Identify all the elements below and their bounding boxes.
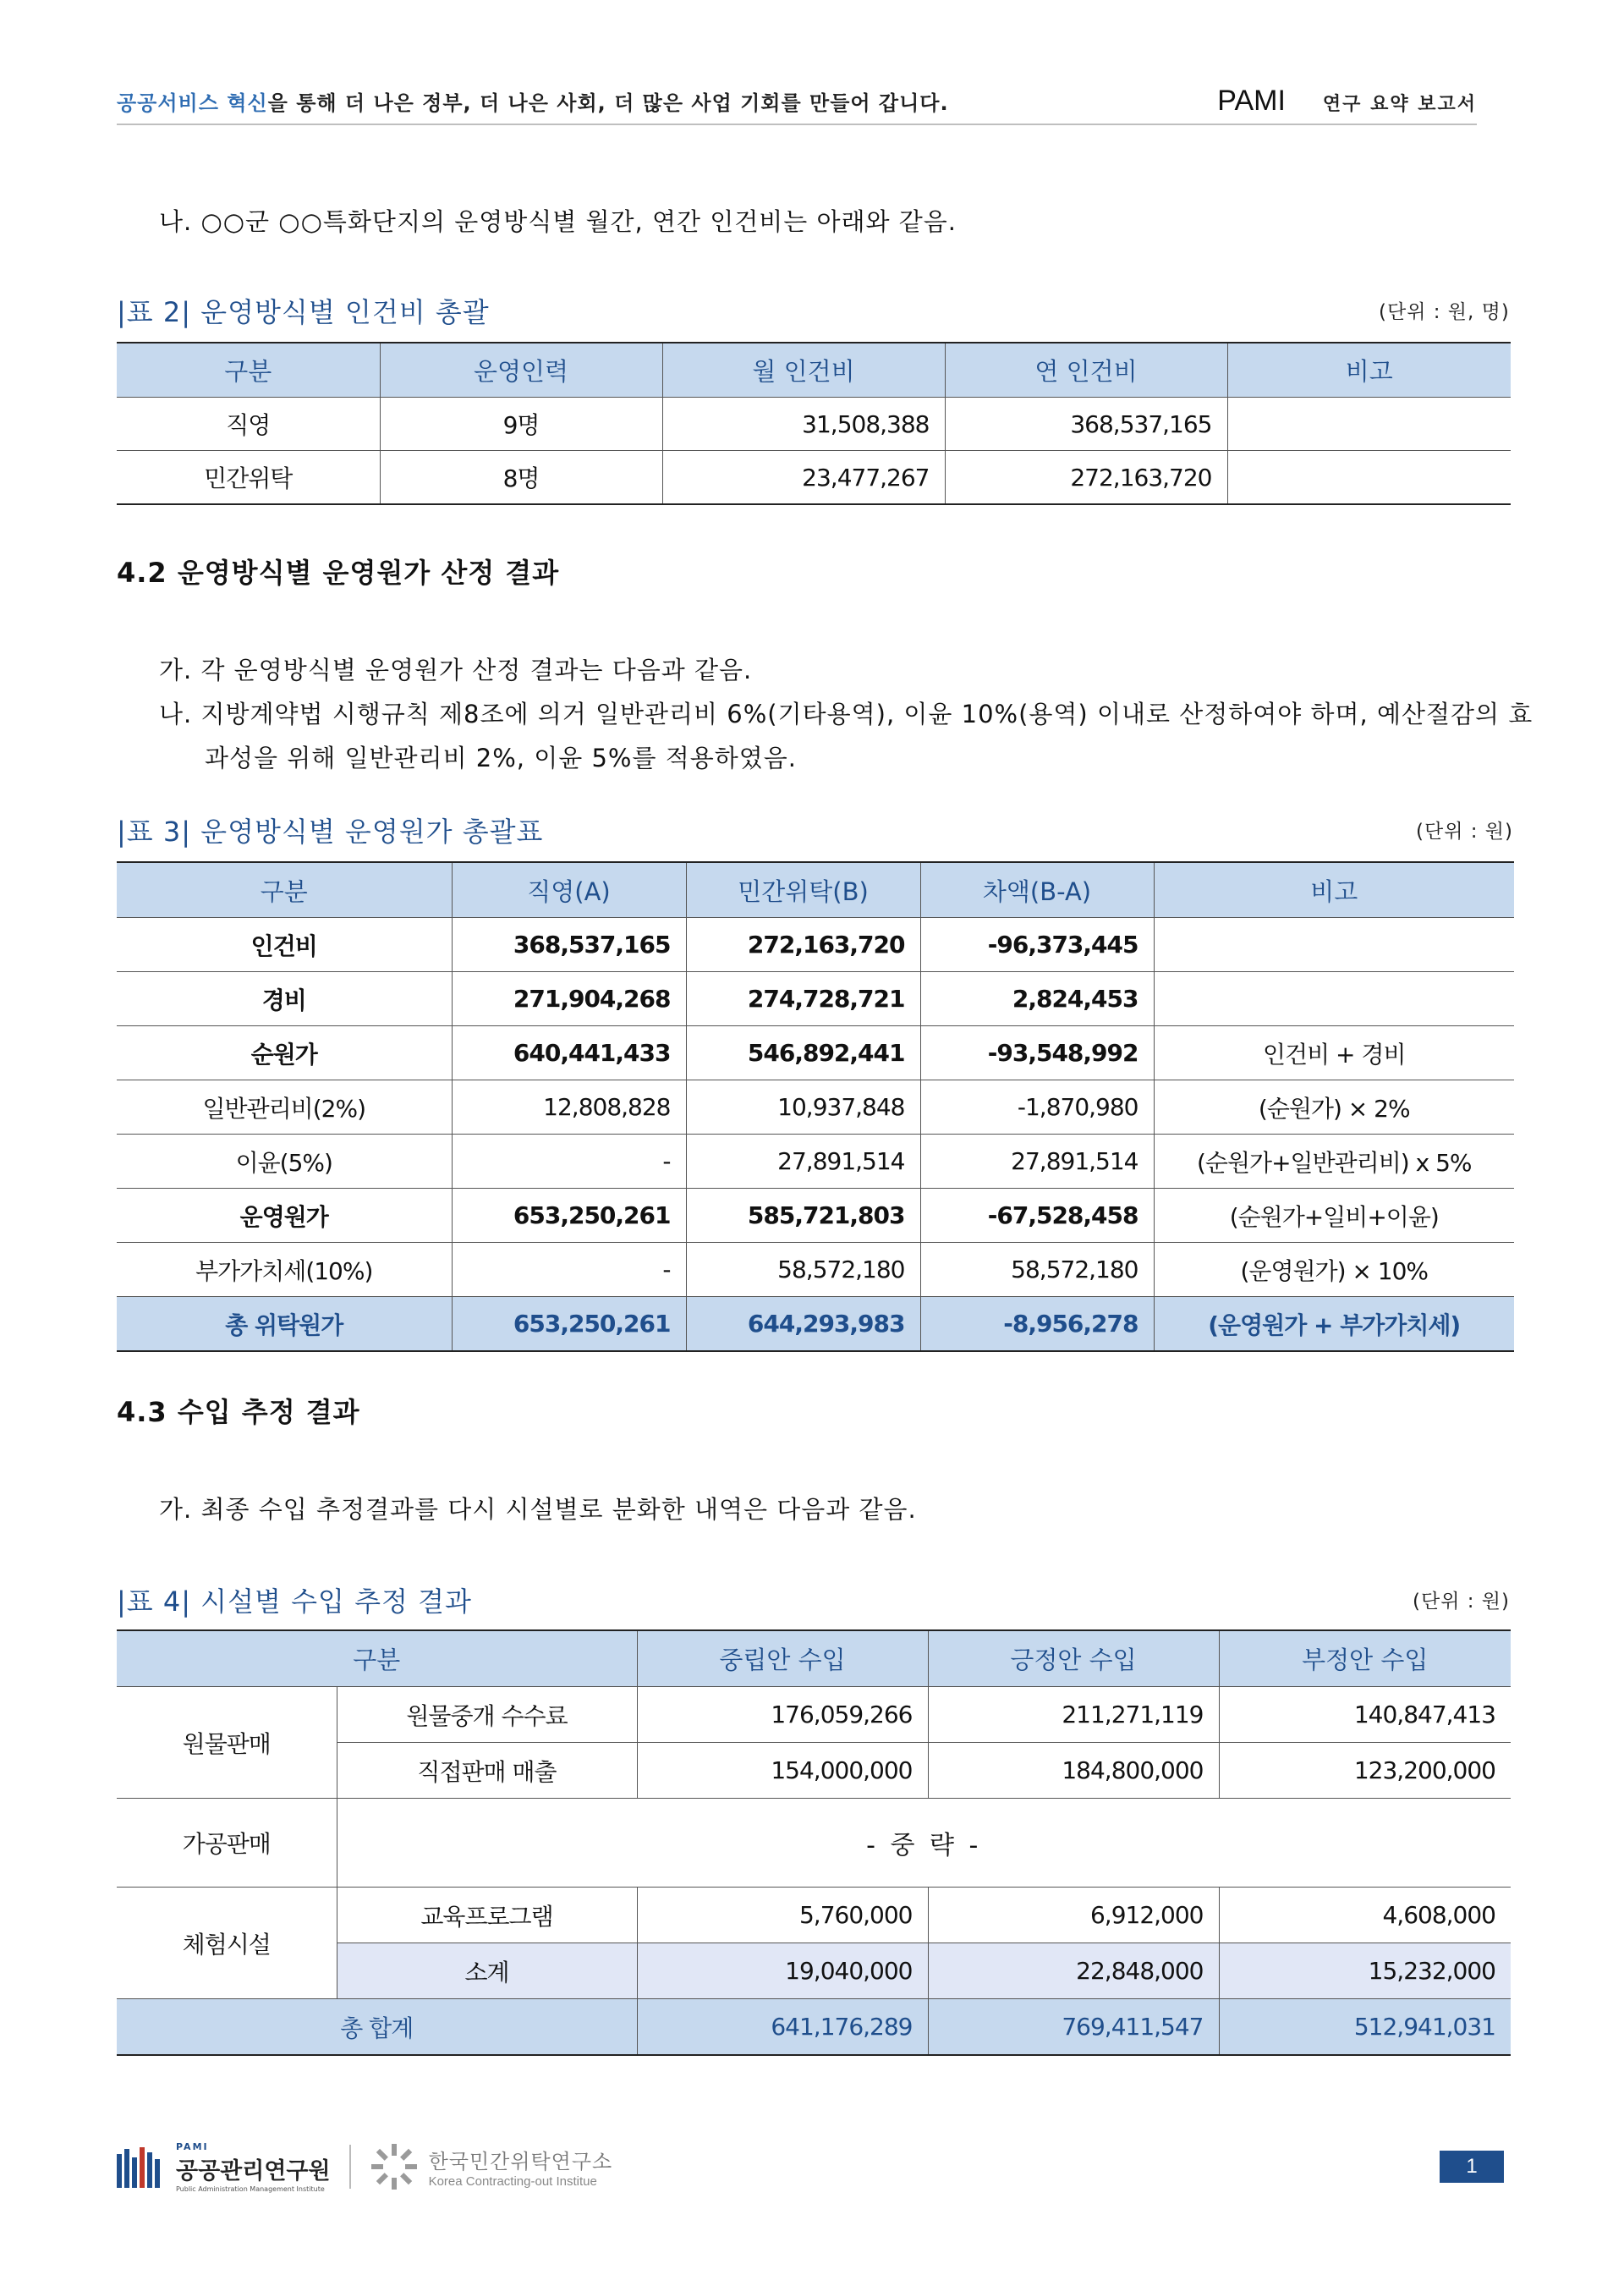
table-group-cell: 가공판매 [117, 1799, 337, 1888]
table3-caption: |표 3| 운영방식별 운영원가 총괄표 [117, 816, 544, 848]
table-cell: 운영원가 [117, 1189, 452, 1243]
table2 [117, 342, 1511, 505]
table-cell: 640,441,433 [452, 1026, 686, 1080]
table-cell [1154, 972, 1514, 1026]
table-cell: 23,477,267 [662, 451, 945, 505]
table-row [117, 918, 1514, 972]
intro-paragraph: 나. ○○군 ○○특화단지의 운영방식별 월간, 연간 인건비는 아래와 같음. [159, 207, 957, 236]
table3-header: 차액(B-A) [920, 862, 1154, 918]
table-cell [1227, 451, 1511, 505]
table-cell: 직영 [117, 398, 380, 451]
table-row [117, 1189, 1514, 1243]
table2-header: 월 인건비 [662, 343, 945, 398]
table-cell: 368,537,165 [452, 918, 686, 972]
table-cell: 272,163,720 [686, 918, 920, 972]
table-cell: -8,956,278 [920, 1297, 1154, 1352]
pami-logo-name: 공공관리연구원 [176, 2157, 331, 2184]
table3-header: 비고 [1154, 862, 1514, 918]
table-cell: 176,059,266 [637, 1687, 928, 1743]
table-cell: 민간위탁 [117, 451, 380, 505]
table-cell: -93,548,992 [920, 1026, 1154, 1080]
table-row [117, 451, 1511, 505]
table-row [117, 1026, 1514, 1080]
section-4-2-heading: 4.2 운영방식별 운영원가 산정 결과 [117, 557, 560, 589]
table-row [117, 1243, 1514, 1297]
table-cell: 9명 [380, 398, 662, 451]
table-cell: -1,870,980 [920, 1080, 1154, 1135]
table2-header: 운영인력 [380, 343, 662, 398]
table-cell: 소계 [337, 1943, 637, 1999]
table-row [117, 398, 1511, 451]
table-row [117, 1135, 1514, 1189]
table-cell: 644,293,983 [686, 1297, 920, 1352]
table-cell: 부가가치세(10%) [117, 1243, 452, 1297]
section-4-3-item-ga: 가. 최종 수입 추정결과를 다시 시설별로 분화한 내역은 다음과 같음. [159, 1495, 917, 1524]
table-row [117, 1687, 1511, 1743]
table4-header: 긍정안 수입 [928, 1630, 1219, 1687]
table4 [117, 1629, 1511, 2056]
table-cell: 총 합계 [117, 1999, 637, 2056]
table-cell: 12,808,828 [452, 1080, 686, 1135]
table-cell: 19,040,000 [637, 1943, 928, 1999]
kci-logo-text [429, 2145, 613, 2189]
pami-logo-text [176, 2141, 331, 2193]
section-4-3-heading: 4.3 수입 추정 결과 [117, 1396, 360, 1428]
table-cell: 368,537,165 [945, 398, 1227, 451]
table-cell: (순원가) × 2% [1154, 1080, 1514, 1135]
table-cell: 총 위탁원가 [117, 1297, 452, 1352]
table-cell: 5,760,000 [637, 1888, 928, 1943]
table-group-cell: 체험시설 [117, 1888, 337, 1999]
table-cell: 653,250,261 [452, 1297, 686, 1352]
table-cell: 211,271,119 [928, 1687, 1219, 1743]
table-row [117, 1799, 1511, 1888]
table-cell: - [452, 1243, 686, 1297]
table-cell [1227, 398, 1511, 451]
table-cell: -67,528,458 [920, 1189, 1154, 1243]
table2-header: 구분 [117, 343, 380, 398]
section-4-2-item-na-line2: 과성을 위해 일반관리비 2%, 이윤 5%를 적용하였음. [205, 744, 798, 772]
kci-logo [370, 2142, 613, 2191]
table4-total-row [117, 1999, 1511, 2056]
omitted-note: - 중 략 - [337, 1799, 1511, 1888]
table2-header: 연 인건비 [945, 343, 1227, 398]
table-cell: 직접판매 매출 [337, 1743, 637, 1799]
slogan-rest: 을 통해 더 나은 정부, 더 나은 사회, 더 많은 사업 기회를 만들어 갑니다. [267, 91, 949, 115]
table3-header: 구분 [117, 862, 452, 918]
table-cell: 27,891,514 [686, 1135, 920, 1189]
table-cell: 58,572,180 [920, 1243, 1154, 1297]
table3-header: 직영(A) [452, 862, 686, 918]
table-cell: 인건비 + 경비 [1154, 1026, 1514, 1080]
table-cell: - [452, 1135, 686, 1189]
kci-logo-icon [370, 2142, 419, 2191]
table-row [117, 1888, 1511, 1943]
table-row [117, 972, 1514, 1026]
table-cell: 경비 [117, 972, 452, 1026]
table-cell: 512,941,031 [1219, 1999, 1511, 2056]
table-cell: (순원가+일반관리비) x 5% [1154, 1135, 1514, 1189]
table-cell: (운영원가 + 부가가치세) [1154, 1297, 1514, 1352]
table-cell: 31,508,388 [662, 398, 945, 451]
table-cell: 154,000,000 [637, 1743, 928, 1799]
header-right [1217, 85, 1477, 118]
table4-header-row [117, 1630, 1511, 1687]
pami-logo [117, 2141, 331, 2193]
pami-logo-eng: Public Administration Management Institute [176, 2184, 325, 2193]
table-cell: 123,200,000 [1219, 1743, 1511, 1799]
table-cell: 58,572,180 [686, 1243, 920, 1297]
table-cell: 27,891,514 [920, 1135, 1154, 1189]
table-cell: 이윤(5%) [117, 1135, 452, 1189]
table4-header: 구분 [117, 1630, 637, 1687]
table-cell: 184,800,000 [928, 1743, 1219, 1799]
slogan-accent: 공공서비스 혁신 [117, 91, 268, 115]
table-cell: (순원가+일비+이윤) [1154, 1189, 1514, 1243]
table3-total-row [117, 1297, 1514, 1352]
header-slogan [117, 86, 949, 116]
table-cell: 10,937,848 [686, 1080, 920, 1135]
table-cell: 22,848,000 [928, 1943, 1219, 1999]
table-cell: 일반관리비(2%) [117, 1080, 452, 1135]
table2-caption: |표 2| 운영방식별 인건비 총괄 [117, 296, 490, 328]
table-cell: 769,411,547 [928, 1999, 1219, 2056]
table-cell [1154, 918, 1514, 972]
table3 [117, 861, 1514, 1352]
table-cell: 641,176,289 [637, 1999, 928, 2056]
footer-divider [349, 2145, 351, 2189]
page-number: 1 [1440, 2151, 1504, 2183]
table-cell: 2,824,453 [920, 972, 1154, 1026]
header-subtitle: 연구 요약 보고서 [1322, 93, 1477, 115]
kci-logo-eng: Korea Contracting-out Institue [428, 2174, 597, 2189]
table3-header-row [117, 862, 1514, 918]
table-cell: 교육프로그램 [337, 1888, 637, 1943]
table2-header-row [117, 343, 1511, 398]
section-4-2-item-ga: 가. 각 운영방식별 운영원가 산정 결과는 다음과 같음. [159, 656, 753, 684]
table3-unit: (단위 : 원) [1416, 821, 1513, 843]
table-cell: 원물중개 수수료 [337, 1687, 637, 1743]
section-4-2-item-na-line1: 나. 지방계약법 시행규칙 제8조에 의거 일반관리비 6%(기타용역), 이윤 10%(용역) 이내로 산정하여야 하며, 예산절감의 효 [159, 700, 1533, 728]
table2-unit: (단위 : 원, 명) [1379, 301, 1510, 323]
table-cell: 140,847,413 [1219, 1687, 1511, 1743]
table-cell: 274,728,721 [686, 972, 920, 1026]
table-cell: 546,892,441 [686, 1026, 920, 1080]
page-header [117, 78, 1477, 125]
pami-logo-small: PAMI [176, 2140, 209, 2152]
table-cell: 271,904,268 [452, 972, 686, 1026]
table4-caption: |표 4| 시설별 수입 추정 결과 [117, 1585, 472, 1618]
table4-unit: (단위 : 원) [1413, 1591, 1510, 1613]
table-cell: 4,608,000 [1219, 1888, 1511, 1943]
header-brand: PAMI [1217, 84, 1286, 117]
table-row [117, 1080, 1514, 1135]
page-footer [117, 2137, 1504, 2196]
table-cell: 6,912,000 [928, 1888, 1219, 1943]
pami-logo-icon [117, 2146, 167, 2188]
table-cell: -96,373,445 [920, 918, 1154, 972]
table-cell: (운영원가) × 10% [1154, 1243, 1514, 1297]
table-cell: 15,232,000 [1219, 1943, 1511, 1999]
table-cell: 8명 [380, 451, 662, 505]
table4-header: 중립안 수입 [637, 1630, 928, 1687]
table-cell: 순원가 [117, 1026, 452, 1080]
table-cell: 인건비 [117, 918, 452, 972]
table-cell: 585,721,803 [686, 1189, 920, 1243]
table-cell: 653,250,261 [452, 1189, 686, 1243]
kci-logo-name: 한국민간위탁연구소 [428, 2150, 613, 2173]
table2-header: 비고 [1227, 343, 1511, 398]
table-cell: 272,163,720 [945, 451, 1227, 505]
table3-header: 민간위탁(B) [686, 862, 920, 918]
table-group-cell: 원물판매 [117, 1687, 337, 1799]
table4-header: 부정안 수입 [1219, 1630, 1511, 1687]
